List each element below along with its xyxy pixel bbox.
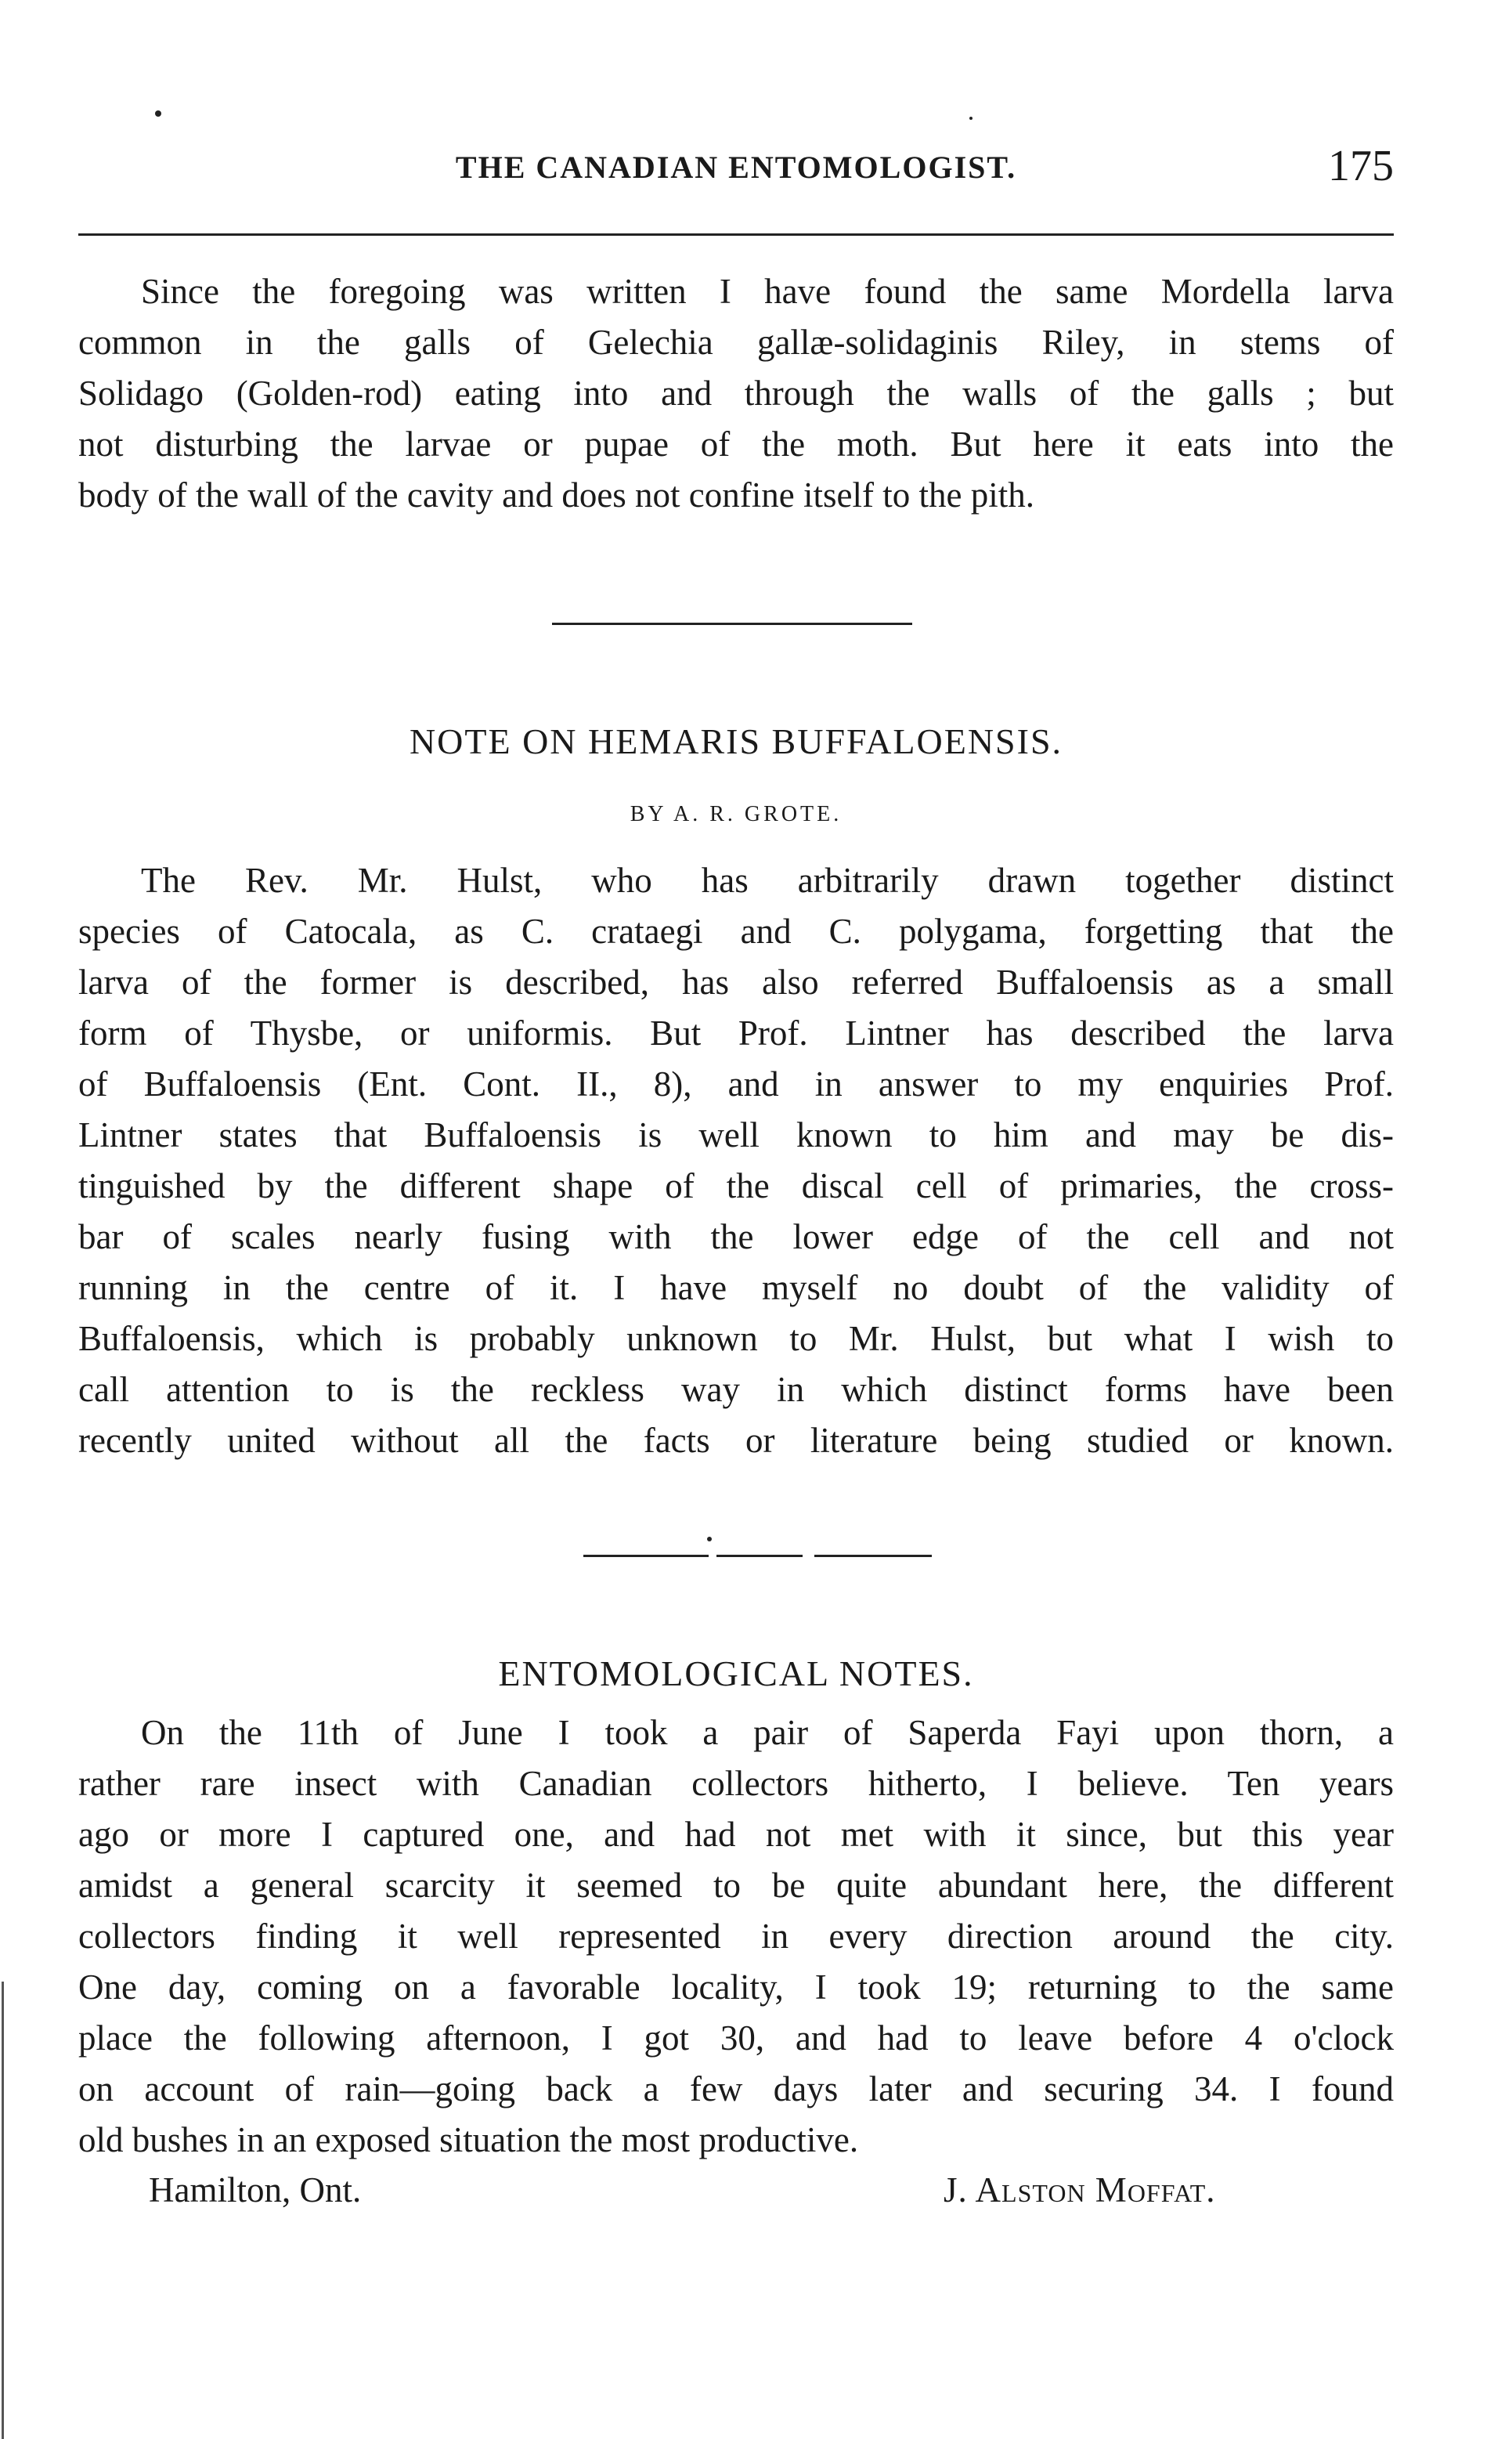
- section-separator: [552, 623, 912, 625]
- text-line: One day, coming on a favorable locality, I took 19; returning to the same: [78, 1967, 1394, 2007]
- text-line: collectors finding it well represented in every direction around the city.: [78, 1917, 1394, 1956]
- text-line: common in the galls of Gelechia gallæ-solidaginis Riley, in stems of: [78, 323, 1394, 362]
- text-line: old bushes in an exposed situation the most productive.: [78, 2120, 859, 2159]
- hemaris-article-paragraph: [78, 855, 1394, 1466]
- text-line: The Rev. Mr. Hulst, who has arbitrarily drawn together distinct: [141, 861, 1394, 900]
- signature-author: J. Alston Moffat.: [944, 2170, 1216, 2210]
- text-line: of Buffaloensis (Ent. Cont. II., 8), and in answer to my enquiries Prof.: [78, 1064, 1394, 1104]
- entomological-notes-paragraph: [78, 1707, 1394, 2166]
- text-line: larva of the former is described, has also referred Buffaloensis as a small: [78, 963, 1394, 1002]
- text-line: running in the centre of it. I have myself no doubt of the validity of: [78, 1268, 1394, 1307]
- text-line: Buffaloensis, which is probably unknown to Mr. Hulst, but what I wish to: [78, 1319, 1394, 1358]
- text-line: recently united without all the facts or literature being studied or known.: [78, 1421, 1394, 1460]
- article-title: NOTE ON HEMARIS BUFFALOENSIS.: [409, 721, 1063, 761]
- page-number: 175: [1328, 142, 1394, 190]
- text-line: species of Catocala, as C. crataegi and C. polygama, forgetting that the: [78, 912, 1394, 951]
- text-line: form of Thysbe, or uniformis. But Prof. Lintner has described the larva: [78, 1014, 1394, 1053]
- text-line: place the following afternoon, I got 30, and had to leave before 4 o'clock: [78, 2018, 1394, 2058]
- print-speck: [707, 1537, 712, 1541]
- page-edge-line: [2, 1982, 4, 2439]
- text-line: bar of scales nearly fusing with the lower edge of the cell and not: [78, 1217, 1394, 1256]
- signature-place: Hamilton, Ont.: [149, 2170, 362, 2210]
- article-byline: BY A. R. GROTE.: [630, 802, 843, 826]
- mordella-note-paragraph: [78, 266, 1394, 521]
- print-speck: [969, 117, 973, 120]
- section-separator: [814, 1555, 932, 1557]
- section-separator: [716, 1555, 803, 1557]
- text-line: on account of rain—going back a few days later and securing 34. I found: [78, 2069, 1394, 2108]
- print-speck: [155, 110, 161, 117]
- article-title: ENTOMOLOGICAL NOTES.: [498, 1653, 974, 1693]
- text-line: call attention to is the reckless way in which distinct forms have been: [78, 1370, 1394, 1409]
- text-line: On the 11th of June I took a pair of Saperda Fayi upon thorn, a: [141, 1713, 1394, 1752]
- journal-title: THE CANADIAN ENTOMOLOGIST.: [455, 150, 1017, 185]
- text-line: rather rare insect with Canadian collectors hitherto, I believe. Ten years: [78, 1764, 1394, 1803]
- text-line: Since the foregoing was written I have found the same Mordella larva: [141, 272, 1394, 311]
- text-line: Solidago (Golden-rod) eating into and through the walls of the galls ; but: [78, 374, 1394, 413]
- text-line: Lintner states that Buffaloensis is well known to him and may be dis-: [78, 1115, 1394, 1154]
- text-line: not disturbing the larvae or pupae of the moth. But here it eats into the: [78, 425, 1394, 464]
- section-separator: [583, 1555, 709, 1557]
- text-line: tinguished by the different shape of the discal cell of primaries, the cross-: [78, 1166, 1394, 1205]
- text-line: amidst a general scarcity it seemed to be quite abundant here, the different: [78, 1866, 1394, 1905]
- text-line: ago or more I captured one, and had not met with it since, but this year: [78, 1815, 1394, 1854]
- header-rule: [78, 233, 1394, 236]
- text-line: body of the wall of the cavity and does not confine itself to the pith.: [78, 475, 1034, 515]
- running-head: [78, 141, 1394, 196]
